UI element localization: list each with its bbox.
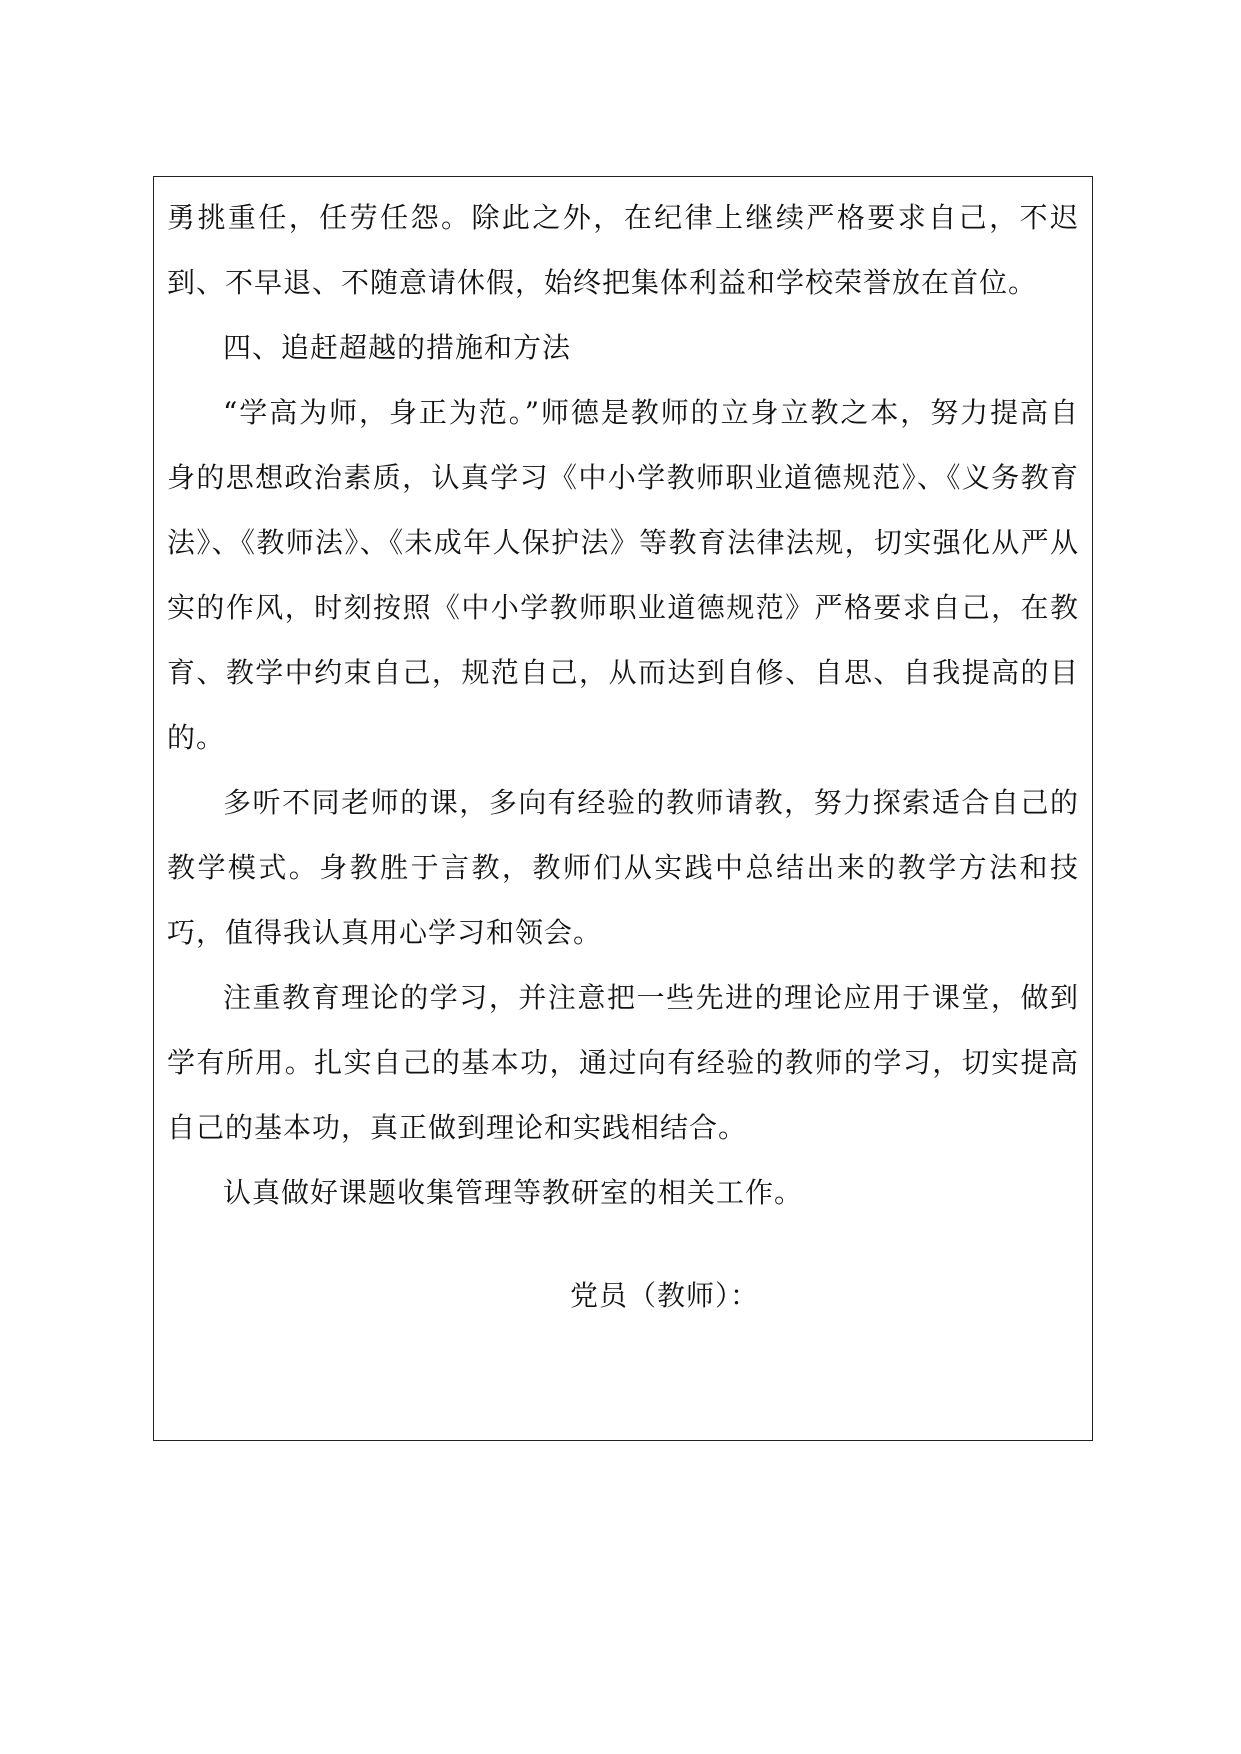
paragraph-theory-study: 注重教育理论的学习，并注意把一些先进的理论应用于课堂，做到学有所用。扎实自己的基本功，通过向有经验的教师的学习，切实提高自己的基本功，真正做到理论和实践相结合。	[167, 981, 1079, 1144]
section-heading-measures: 四、追赶超越的措施和方法	[223, 331, 572, 364]
paragraph-observe-classes: 多听不同老师的课，多向有经验的教师请教，努力探索适合自己的教学模式。身教胜于言教，教师们从实践中总结出来的教学方法和技巧，值得我认真用心学习和领会。	[167, 786, 1079, 949]
paragraph-research-work: 认真做好课题收集管理等教研室的相关工作。	[223, 1176, 804, 1209]
paragraph-teacher-ethics: “学高为师，身正为范。”师德是教师的立身立教之本，努力提高自身的思想政治素质，认真学习《中小学教师职业道德规范》、《义务教育法》、《教师法》、《未成年人保护法》等教育法律法规，切实强化从严从实的作风，时刻按照《中小学教师职业道德规范》严格要求自己，在教育、教学中约束自己，规范自己，从而达到自修、自思、自我提高的目的。	[167, 396, 1079, 754]
body-text	[167, 185, 1079, 1225]
paragraph-discipline: 勇挑重任，任劳任怨。除此之外，在纪律上继续严格要求自己，不迟到、不早退、不随意请休假，始终把集体利益和学校荣誉放在首位。	[167, 201, 1079, 299]
signature-label: 党员（教师）：	[570, 1279, 760, 1312]
table-frame	[153, 176, 1093, 1441]
